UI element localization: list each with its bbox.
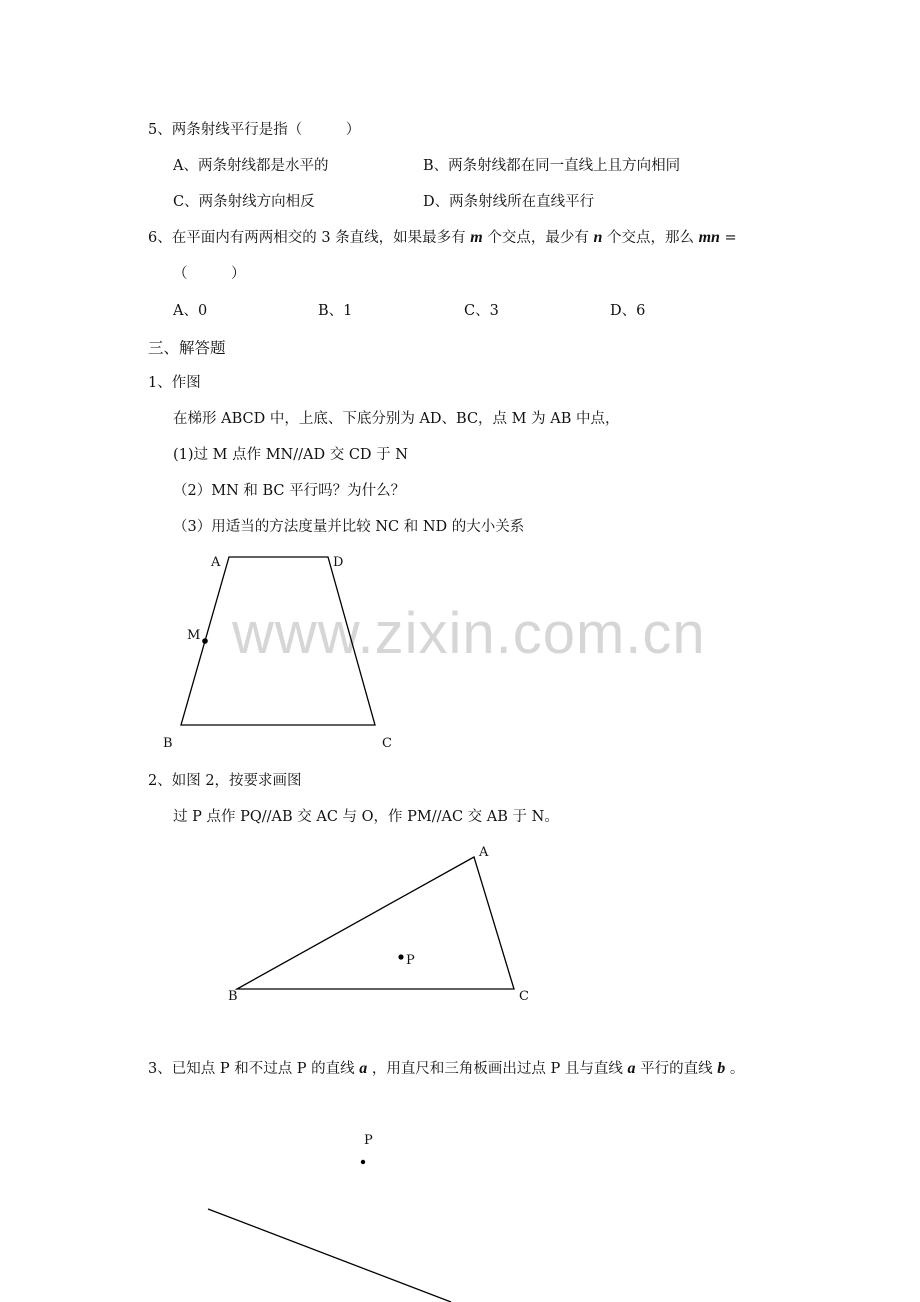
triangle-abc (237, 857, 514, 989)
q5-option-c: C、两条射线方向相反 (173, 194, 315, 210)
watermark: www.zixin.com.cn (232, 601, 706, 666)
p3-text-part-a: 3、已知点 P 和不过点 P 的直线 (148, 1061, 355, 1077)
p3-var-b: b (717, 1060, 726, 1077)
p3-var-a-2: a (627, 1060, 636, 1077)
p3-var-a: a (359, 1060, 368, 1077)
q6-option-b: B、1 (318, 303, 353, 319)
triangle-label-p: P (406, 953, 415, 968)
point-p (361, 1160, 365, 1164)
q6-var-mn: mn (698, 229, 720, 246)
p1-sub2: （2）MN 和 BC 平行吗？为什么？ (173, 483, 406, 499)
p3-text-part-d: 。 (729, 1061, 745, 1077)
p1-sub3: （3）用适当的方法度量并比较 NC 和 ND 的大小关系 (173, 519, 525, 535)
p1-intro: 在梯形 ABCD 中，上底、下底分别为 AD、BC，点 M 为 AB 中点， (173, 411, 620, 427)
triangle-label-c: C (519, 989, 529, 1004)
q6-option-d: D、6 (610, 303, 646, 319)
q5-stem: 5、两条射线平行是指（ ） (148, 122, 361, 138)
q5-option-b: B、两条射线都在同一直线上且方向相同 (423, 158, 681, 174)
trapezoid-label-b: B (163, 736, 173, 751)
q5-option-a: A、两条射线都是水平的 (173, 158, 329, 174)
p1-sub1: (1)过 M 点作 MN//AD 交 CD 于 N (173, 447, 408, 463)
p2-title: 2、如图 2，按要求画图 (148, 773, 302, 789)
trapezoid-label-a: A (211, 555, 221, 570)
q6-option-c: C、3 (464, 303, 499, 319)
q6-var-n: n (593, 229, 603, 246)
line-a (208, 1209, 451, 1302)
q5-option-d: D、两条射线所在直线平行 (423, 194, 595, 210)
triangle-label-b: B (228, 989, 238, 1004)
trapezoid-label-c: C (382, 736, 392, 751)
p3-text-part-b: ，用直尺和三角板画出过点 P 且与直线 (371, 1061, 623, 1077)
q6-stem-part-a: 6、在平面内有两两相交的 3 条直线，如果最多有 (148, 230, 466, 246)
q6-stem-part-c: 个交点，那么 (606, 230, 694, 246)
p2-text: 过 P 点作 PQ//AB 交 AC 与 O，作 PM//AC 交 AB 于 N。 (173, 809, 559, 825)
q6-stem-part-d: = (724, 230, 737, 246)
q6-var-m: m (470, 229, 483, 246)
section3-heading: 三、解答题 (148, 339, 226, 357)
q6-stem-part-b: 个交点，最少有 (487, 230, 589, 246)
point-m (202, 638, 208, 644)
point-p-label: P (364, 1133, 373, 1148)
triangle-label-a: A (479, 845, 489, 860)
q6-option-a: A、0 (173, 303, 208, 319)
p3-text-part-c: 平行的直线 (640, 1061, 713, 1077)
q6-blank: （ ） (173, 266, 246, 282)
p1-title: 1、作图 (148, 375, 201, 391)
point-p-triangle (398, 954, 403, 959)
trapezoid-label-m: M (187, 628, 201, 643)
trapezoid-label-d: D (333, 555, 344, 570)
trapezoid-abcd (181, 557, 375, 725)
